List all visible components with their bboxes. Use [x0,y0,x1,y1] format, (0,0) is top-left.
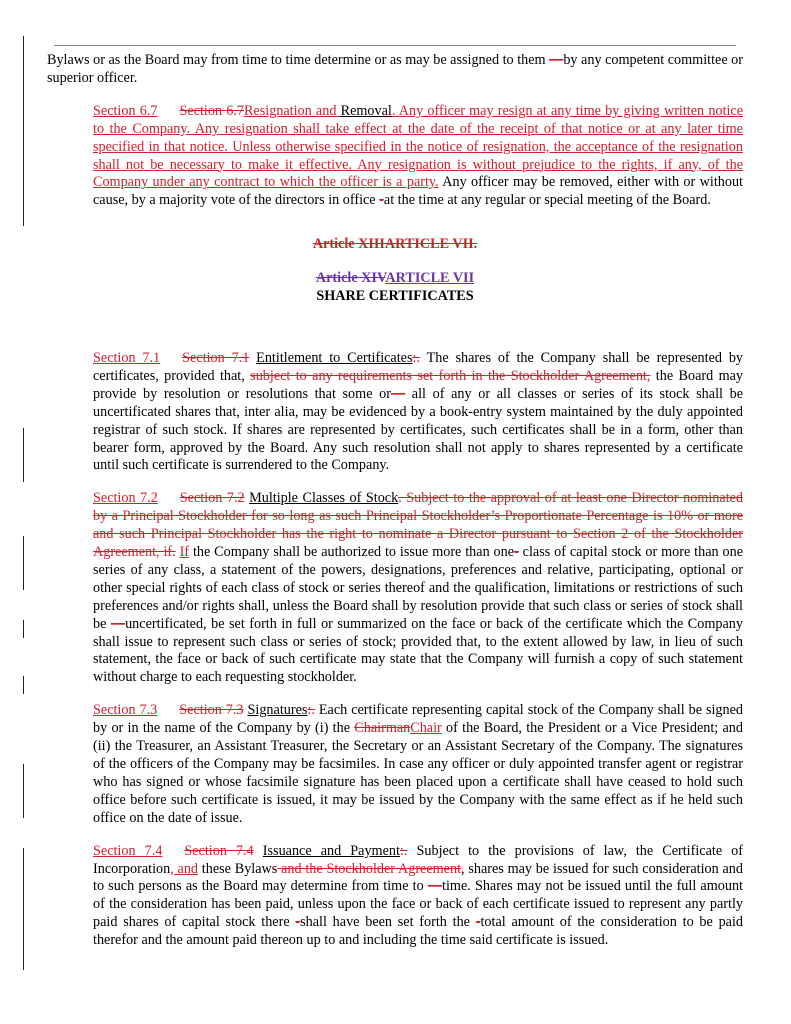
change-bar-section-7-2 [23,536,24,590]
section-7-1: Section 7.1 Section 7.1 Entitlement to Certificates:. The shares of the Company shall be represented by certificates, provided that, subject to any requirements set forth in the Stockholder Agreement, the Board may provide by resolution or resolutions that some or— all of any or all classes or series of its stock shall be uncertificated shares that, inter alia, may be evidenced by a book-entry system maintained by the duly appointed registrar of such stock. If shares are represented by certificates, such certificates shall be in a form, other than bearer form, approved by the Board. Any such resolution shall not apply to shares represented by a certificate until such certificate is surrendered to the Company. [93,349,744,474]
section-7-2: Section 7.2 Section 7.2 Multiple Classes of Stock. Subject to the approval of at least one Director nominated by a Principal Stockholder for so long as such Principal Stockholder’s Proportionate Percentage is 10% or more and such Principal Stockholder has the right to nominate a Director pursuant to Section 2 of the Stockholder Agreement, if. If the Company shall be authorized to issue more than one- class of capital stock or more than one series of any class, a statement of the powers, designations, preferences and relative, participating, optional or other special rights of each class of stock or series thereof and the qualification, limitations or restrictions of such preferences and/or rights shall, unless the Board shall by resolution provide that such class or series of stock shall be —uncertificated, be set forth in full or summarized on the face or back of the certificate which the Company shall issue to represent such class or series of stock; provided that, to the extent allowed by law, in lieu of such statement, the face or back of such certificate may state that the Company will furnish a copy of such statement without charge to each requesting stockholder. [93,490,744,686]
section-number: Section 6.7 [93,102,158,119]
section-number: Section 7.1 [93,349,161,366]
document-body [47,52,743,950]
section-7-4: Section 7.4 Section 7.4 Issuance and Payment:. Subject to the provisions of law, the Certificate of Incorporation, and these Bylaws and the Stockholder Agreement, shares may be issued for such consideration and to such persons as the Board may determine from time to —time. Shares may not be issued until the full amount of the consideration has been paid, unless upon the face or back of each certificate issued to represent any partly paid shares of capital stock there -shall have been set forth the -total amount of the consideration to be paid therefor and the amount paid thereon up to and including the time said certificate is issued. [93,842,744,949]
change-bar-section-7-3 [23,676,24,694]
section-6-7: Section 6.7 Section 6.7Resignation and Removal. Any officer may resign at any time by giving written notice to the Company. Any resignation shall take effect at the date of the receipt of that notice or at any later time specified in that notice. Unless otherwise specified in the notice of resignation, the acceptance of the resignation shall not be necessary to make it effective. Any resignation is without prejudice to the rights, if any, of the Company under any contract to which the officer is a party. Any officer may be removed, either with or without cause, by a majority vote of the directors in office -at the time at any regular or special meeting of the Board. [93,102,743,209]
change-bar-section-7-3-b [23,764,24,818]
intro-paragraph: Bylaws or as the Board may from time to time determine or as may be assigned to them —by any competent committee or superior officer. [47,52,743,86]
change-bar-section-7-4 [23,848,24,970]
change-bar-section-7-1 [23,428,24,482]
old-section-number: Section 7.3 [179,702,244,719]
section-7-3: Section 7.3 Section 7.3 Signatures:. Each certificate representing capital stock of the Company shall be signed by or in the name of the Company by (i) the ChairmanChair of the Board, the President or a Vice President; and (ii) the Treasurer, an Assistant Treasurer, the Secretary or an Assistant Secretary of the Company. The signatures of the officers of the Company may be facsimiles. In case any officer or duly appointed transfer agent or registrar who has signed or whose facsimile signature has been placed upon a certificate shall have ceased to hold such office before such certificate is issued, it may be issued by the Company with the same effect as if he held such office on the date of issue. [93,702,744,826]
article-heading: Article XIVARTICLE VII [315,270,475,287]
deleted-text: and the Stockholder Agreement [277,860,462,877]
article-deleted-heading: Article XIIIARTICLE VII. [312,236,478,253]
change-bar-section-7-2-b [23,620,24,638]
old-section-number: Section 7.1 [182,349,250,366]
section-title: Signatures [247,702,308,719]
section-number: Section 7.2 [93,490,158,507]
section-title: Removal [340,102,392,119]
header-rule [54,45,736,46]
deleted-text: subject to any requirements set forth in the Stockholder Agreement, [250,367,651,384]
old-section-number: Section 7.2 [179,490,245,507]
article-subtitle: SHARE CERTIFICATES [316,288,474,305]
change-bar-top [23,36,24,226]
section-number: Section 7.3 [93,702,158,719]
section-title: Entitlement to Certificates [256,349,413,366]
section-title: Issuance and Payment [262,842,400,859]
old-section-number: Section 6.7 [179,102,244,119]
old-section-number: Section 7.4 [184,842,254,859]
section-title: Multiple Classes of Stock [249,490,399,507]
inserted-text: . Any officer may resign at any time by giving written notice to the Company. Any resignation shall take effect at the date of the receipt of that notice or at any later time specified in that notice. Unless otherwise specified in the notice of resignation, the acceptance of the resignation shall not be necessary to make it effective. Any resignation is without prejudice to the rights, if any, of the Company under any contract to which the officer is a party. [93,102,743,191]
section-number: Section 7.4 [93,842,163,859]
deleted-text: . Subject to the approval of at least one Director nominated by a Principal Stockholder for so long as such Principal Stockholder’s Proportionate Percentage is 10% or more and such Principal Stockholder has the right to nominate a Director pursuant to Section 2 of the Stockholder Agreement, if. [93,490,743,561]
